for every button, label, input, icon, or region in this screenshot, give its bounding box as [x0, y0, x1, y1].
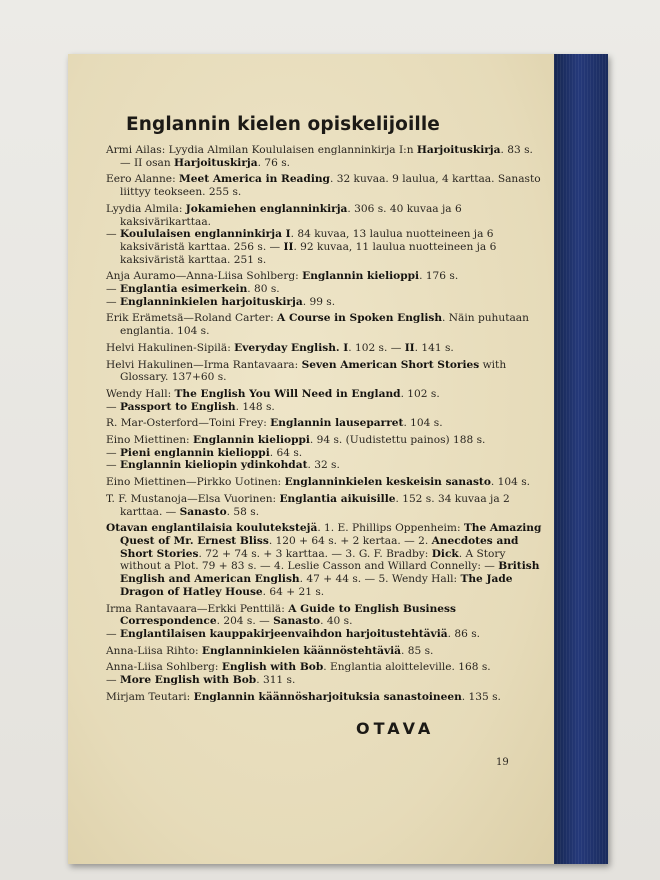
list-subitem: [106, 628, 544, 641]
entry-text: . 64 + 21 s.: [262, 585, 325, 598]
entry-text: —: [106, 400, 120, 413]
list-item: [106, 691, 544, 704]
entry-text: R. Mar-Osterford—Toini Frey:: [106, 417, 271, 430]
book-title-text: Dick: [431, 547, 459, 560]
entry-text: . 32 kuvaa. 9 laulua, 4 karttaa. Sanasto liittyy teokseen. 255 s.: [120, 173, 541, 199]
entry-text: Eero Alanne:: [106, 173, 180, 186]
entry-text: —: [106, 228, 120, 241]
entry-text: . A Story without a Plot. 79 + 83 s. — 4. Leslie Casson and Willard Connelly: —: [120, 547, 506, 573]
entry-text: —: [106, 295, 120, 308]
book-title-text: Englannin kielioppi: [302, 270, 420, 283]
book-title-text: A Guide to English Business Correspondence: [120, 602, 456, 628]
entry-text: . 99 s.: [302, 295, 336, 308]
book-title-text: The Amazing Quest of Mr. Ernest Bliss: [120, 522, 542, 547]
book-title-text: Pieni englannin kielioppi: [119, 446, 270, 459]
list-item: [106, 661, 544, 674]
entry-text: Erik Erämetsä—Roland Carter:: [106, 312, 278, 325]
list-item: [106, 359, 544, 384]
book-title-text: II: [404, 341, 415, 354]
entry-text: Eino Miettinen:: [106, 434, 193, 447]
book-title-text: Passport to English: [119, 400, 236, 413]
list-subitem: [106, 459, 544, 472]
entry-text: . 40 s.: [320, 615, 353, 628]
entry-text: . 102 s. —: [348, 341, 405, 354]
entry-text: —: [106, 459, 120, 472]
book-title-text: More English with Bob: [119, 674, 257, 687]
list-subitem: [106, 296, 544, 309]
entry-text: . 148 s.: [235, 400, 275, 413]
list-item: [106, 434, 544, 447]
book-title-text: Harjoituskirja: [174, 156, 258, 169]
entry-text: . 176 s.: [419, 270, 459, 283]
book-title-text: The English You Will Need in England: [174, 387, 401, 400]
entry-text: with Glossary. 137+60 s.: [120, 358, 507, 384]
book-title-text: Seven American Short Stories: [301, 358, 480, 371]
entry-text: —: [106, 446, 120, 459]
entry-text: . 1. E. Phillips Oppenheim:: [317, 522, 464, 535]
book-title-text: Koululaisen englanninkirja I: [119, 228, 291, 241]
book-title-text: British English and American English: [120, 560, 540, 586]
book-title-text: Englannin käännösharjoituksia sanastoineen: [193, 690, 462, 703]
entry-text: . 94 s. (Uudistettu painos) 188 s.: [309, 434, 486, 447]
entry-text: . Näin puhutaan englantia. 104 s.: [120, 312, 529, 338]
entry-text: . 141 s.: [414, 341, 454, 354]
entry-text: . 104 s.: [490, 476, 531, 489]
entry-text: . 58 s.: [226, 505, 260, 518]
list-item: [106, 603, 544, 628]
book-list: [106, 114, 544, 707]
list-item: [106, 203, 544, 228]
book-title-text: Englannin kieliopin ydinkohdat: [119, 459, 308, 472]
book-back-cover: [68, 54, 608, 864]
book-title-text: Otavan englantilaisia koulutekstejä: [106, 522, 318, 535]
entry-text: T. F. Mustanoja—Elsa Vuorinen:: [106, 492, 280, 505]
entry-text: Anja Auramo—Anna-Liisa Sohlberg:: [106, 270, 303, 283]
entry-text: . 85 s.: [401, 644, 434, 657]
entry-text: —: [106, 627, 120, 640]
book-title-text: Englantilaisen kauppakirjeenvaihdon harjoitustehtäviä: [119, 627, 448, 640]
entry-text: . 83 s. — II osan: [120, 144, 533, 169]
list-subitem: [106, 401, 544, 414]
book-title-text: Sanasto: [273, 615, 321, 628]
list-item: [106, 493, 544, 518]
book-title-text: Englantia esimerkein: [119, 283, 248, 296]
cover-paper: [68, 54, 554, 864]
entry-text: —: [106, 674, 120, 687]
book-title-text: Everyday English. I: [234, 341, 349, 354]
entry-text: . 86 s.: [447, 627, 480, 640]
entry-text: . 102 s.: [400, 387, 440, 400]
entry-text: Irma Rantavaara—Erkki Penttilä:: [106, 602, 289, 615]
page-title: Englannin kielen opiskelijoille: [126, 114, 440, 135]
list-subitem: [106, 283, 544, 296]
list-item: [106, 144, 544, 169]
entry-text: . 92 kuvaa, 11 laulua nuotteineen ja 6 kaksiväristä karttaa. 251 s.: [120, 240, 497, 266]
entry-text: Anna-Liisa Sohlberg:: [106, 661, 222, 674]
list-item: [106, 388, 544, 401]
entry-text: . 306 s. 40 kuvaa ja 6 kaksivärikarttaa.: [120, 202, 462, 228]
list-subitem: [106, 674, 544, 687]
list-subitem: [106, 228, 544, 266]
entry-text: Helvi Hakulinen—Irma Rantavaara:: [106, 358, 302, 371]
book-title-text: A Course in Spoken English: [277, 312, 443, 325]
book-title-text: English with Bob: [221, 661, 324, 674]
list-item: [106, 342, 544, 355]
entry-text: . 84 kuvaa, 13 laulua nuotteineen ja 6 kaksiväristä karttaa. 256 s. —: [120, 228, 494, 253]
book-title-text: Meet America in Reading: [179, 173, 330, 186]
entry-text: Wendy Hall:: [106, 387, 175, 400]
entry-text: Mirjam Teutari:: [106, 690, 194, 703]
book-title-text: Englannin kielioppi: [192, 434, 310, 447]
list-subitem: [106, 447, 544, 460]
entry-text: . 120 + 64 s. + 2 kertaa. — 2.: [268, 534, 432, 547]
list-item: [106, 312, 544, 337]
book-title-text: Jokamiehen englanninkirja: [185, 202, 348, 215]
book-title-text: Anecdotes and Short Stories: [120, 534, 519, 560]
entry-text: . Englantia aloitteleville. 168 s.: [323, 661, 491, 674]
list-item: [106, 645, 544, 658]
list-item: [106, 522, 544, 598]
list-item: [106, 417, 544, 430]
book-title-text: Harjoituskirja: [416, 144, 501, 156]
entry-text: . 72 + 74 s. + 3 karttaa. — 3. G. F. Bradby:: [198, 547, 432, 560]
book-title-text: The Jade Dragon of Hatley House: [120, 573, 513, 598]
list-item: [106, 270, 544, 283]
entry-text: . 311 s.: [256, 674, 296, 687]
entry-text: Anna-Liisa Rihto:: [106, 644, 202, 657]
book-title-text: Englanninkielen harjoituskirja: [119, 295, 303, 308]
publisher-logo: OTAVA: [356, 719, 435, 738]
page-number: 19: [496, 757, 509, 768]
entry-text: . 104 s.: [403, 417, 443, 430]
entry-text: . 76 s.: [257, 156, 291, 169]
entry-text: Helvi Hakulinen-Sipilä:: [106, 341, 235, 354]
entry-text: Armi Ailas: Lyydia Almilan Koululaisen englanninkirja I:n: [106, 144, 417, 156]
list-item: [106, 476, 544, 489]
list-item: [106, 173, 544, 198]
entry-text: . 32 s.: [307, 459, 340, 472]
entry-text: . 80 s.: [247, 283, 280, 296]
book-title-text: Englantia aikuisille: [279, 492, 396, 505]
entry-text: Eino Miettinen—Pirkko Uotinen:: [106, 476, 285, 489]
entry-text: . 64 s.: [269, 446, 303, 459]
book-title-text: Englannin lauseparret: [270, 417, 404, 430]
entry-text: . 135 s.: [461, 690, 501, 703]
book-title-text: Sanasto: [179, 505, 227, 518]
spine: [554, 54, 608, 864]
entry-text: . 152 s. 34 kuvaa ja 2 karttaa. —: [120, 492, 510, 518]
book-title-text: II: [283, 240, 294, 253]
book-title-text: Englanninkielen keskeisin sanasto: [284, 476, 491, 489]
entry-text: —: [106, 283, 120, 296]
entries-list: [106, 144, 544, 703]
entry-text: Lyydia Almila:: [106, 202, 186, 215]
entry-text: . 204 s. —: [216, 615, 274, 628]
entry-text: . 47 + 44 s. — 5. Wendy Hall:: [299, 573, 461, 586]
book-title-text: Englanninkielen käännöstehtäviä: [201, 644, 401, 657]
